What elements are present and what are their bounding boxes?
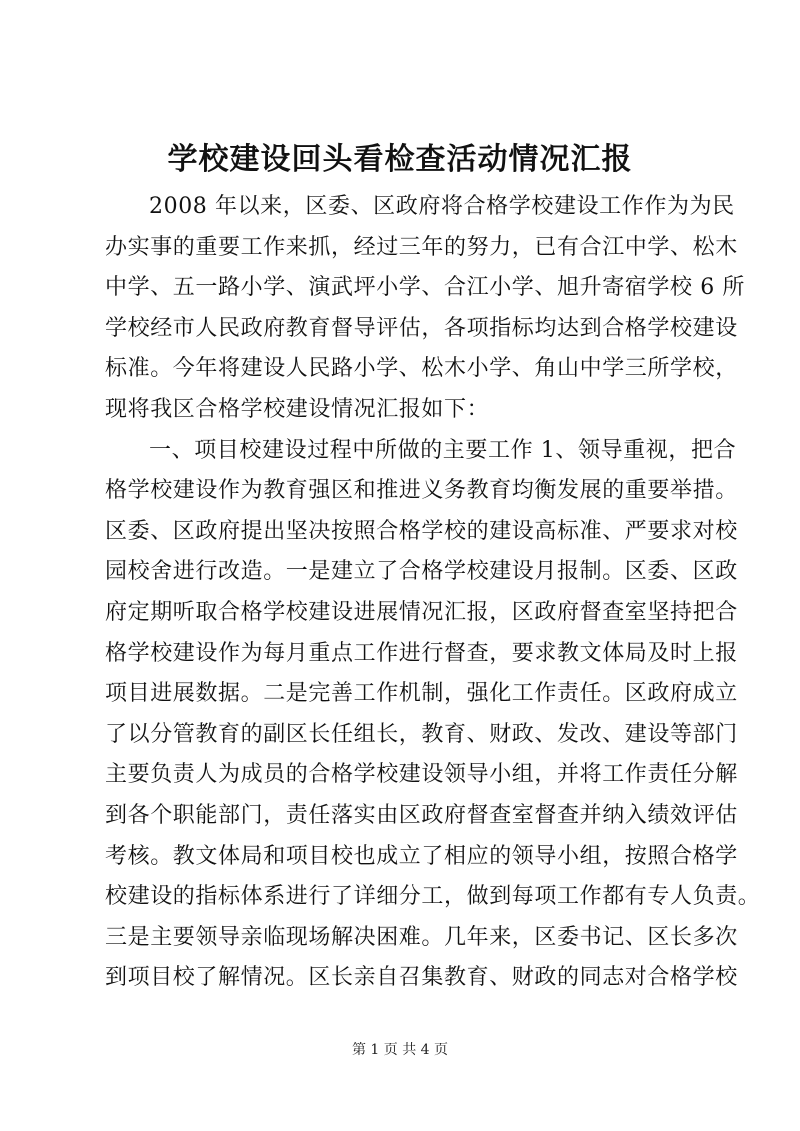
page-footer: 第 1 页 共 4 页 [351, 1042, 449, 1058]
body-line: 标准。今年将建设人民路小学、松木小学、角山中学三所学校， [105, 356, 738, 382]
body-line: 到项目校了解情况。区长亲自召集教育、财政的同志对合格学校 [105, 965, 738, 991]
body-line: 项目进展数据。二是完善工作机制，强化工作责任。区政府成立 [105, 681, 738, 707]
body-line: 格学校建设作为教育强区和推进义务教育均衡发展的重要举措。 [105, 478, 738, 504]
body-line: 主要负责人为成员的合格学校建设领导小组，并将工作责任分解 [105, 762, 738, 788]
document-title: 学校建设回头看检查活动情况汇报 [167, 142, 633, 177]
body-line: 中学、五一路小学、演武坪小学、合江小学、旭升寄宿学校 6 所 [105, 275, 745, 301]
body-line: 区委、区政府提出坚决按照合格学校的建设高标准、严要求对校 [105, 518, 738, 544]
body-line: 学校经市人民政府教育督导评估，各项指标均达到合格学校建设 [105, 315, 738, 341]
body-line: 办实事的重要工作来抓，经过三年的努力，已有合江中学、松木 [105, 234, 738, 260]
body-line: 考核。教文体局和项目校也成立了相应的领导小组，按照合格学 [105, 843, 738, 869]
body-line: 三是主要领导亲临现场解决困难。几年来，区委书记、区长多次 [105, 924, 738, 950]
body-line: 到各个职能部门，责任落实由区政府督查室督查并纳入绩效评估 [105, 802, 738, 828]
body-line: 校建设的指标体系进行了详细分工，做到每项工作都有专人负责。 [105, 884, 761, 910]
body-line: 一、项目校建设过程中所做的主要工作 1、领导重视，把合 [149, 437, 737, 463]
document-body [105, 187, 761, 999]
body-line: 园校舍进行改造。一是建立了合格学校建设月报制。区委、区政 [105, 559, 738, 585]
body-line: 格学校建设作为每月重点工作进行督查，要求教文体局及时上报 [105, 640, 738, 666]
body-line: 现将我区合格学校建设情况汇报如下： [105, 396, 490, 422]
body-line: 府定期听取合格学校建设进展情况汇报，区政府督查室坚持把合 [105, 599, 738, 625]
body-line: 了以分管教育的副区长任组长，教育、财政、发改、建设等部门 [105, 721, 738, 747]
body-line: 2008 年以来，区委、区政府将合格学校建设工作作为为民 [149, 194, 735, 219]
